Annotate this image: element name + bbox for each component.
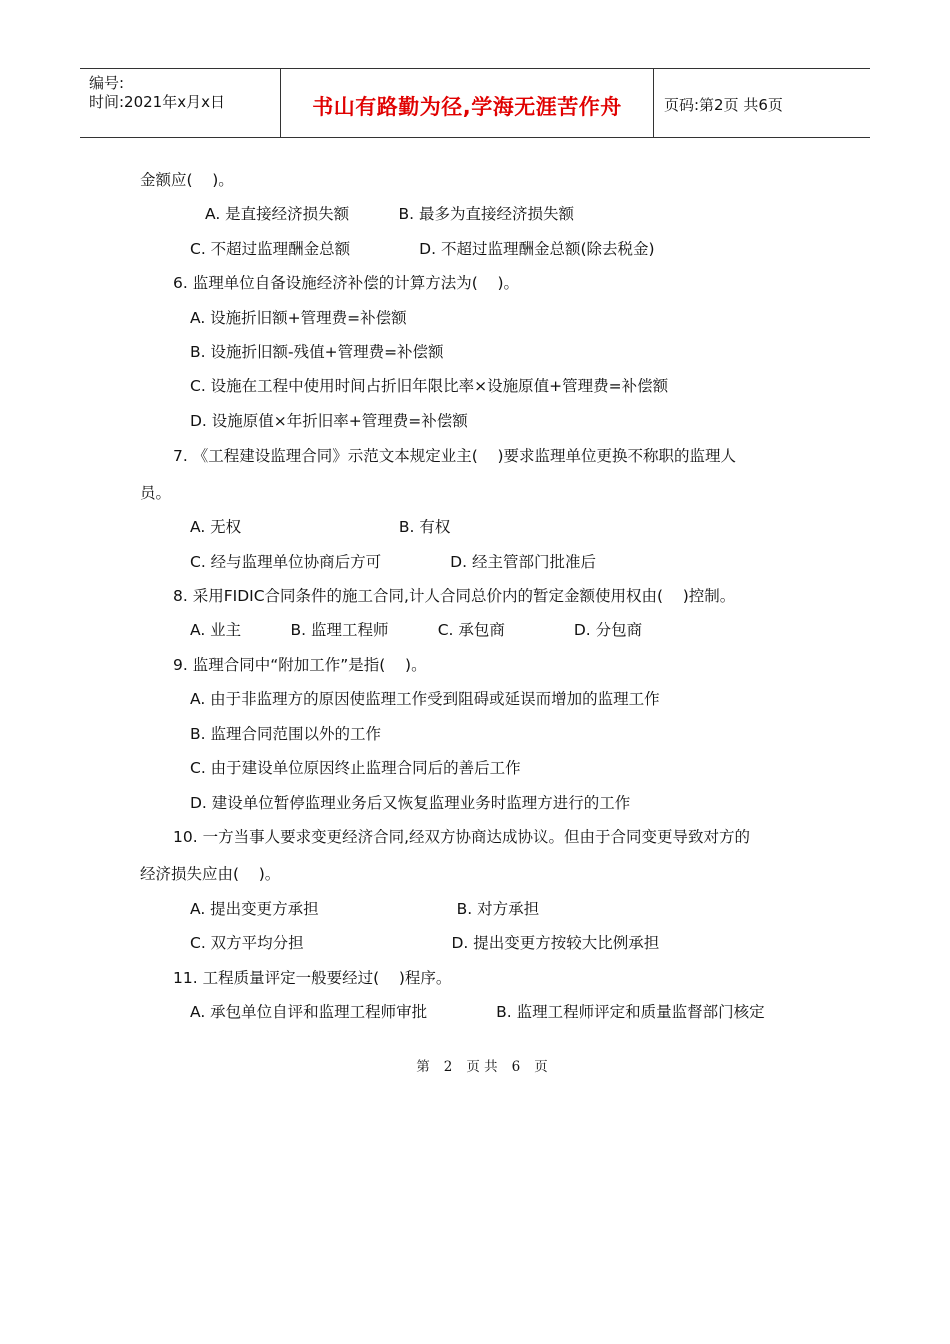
text-line: 金额应( )。 — [140, 171, 234, 189]
header-motto-cell — [281, 69, 654, 137]
question-line: 9. 监理合同中“附加工作”是指( )。 — [173, 656, 427, 674]
option-line: A. 由于非监理方的原因使监理工作受到阻碍或延误而增加的监理工作 — [190, 690, 660, 708]
question-line: 6. 监理单位自备设施经济补偿的计算方法为( )。 — [173, 274, 520, 292]
option-line: A. 无权 B. 有权 — [190, 518, 451, 536]
document-time-label: 时间:2021年x月x日 — [89, 93, 225, 111]
footer-suffix: 页 — [534, 1059, 548, 1075]
header-info-cell — [80, 69, 281, 137]
option-line: C. 设施在工程中使用时间占折旧年限比率×设施原值+管理费=补偿额 — [190, 377, 669, 395]
header-page-info: 页码:第2页 共6页 — [664, 96, 783, 114]
option-line: A. 业主 B. 监理工程师 C. 承包商 D. 分包商 — [190, 621, 643, 639]
option-line: A. 设施折旧额+管理费=补偿额 — [190, 309, 407, 327]
footer-current-page: 2 — [443, 1059, 453, 1075]
question-line: 8. 采用FIDIC合同条件的施工合同,计人合同总价内的暂定金额使用权由( )控制。 — [173, 587, 736, 605]
question-line: 11. 工程质量评定一般要经过( )程序。 — [173, 969, 452, 987]
footer-mid: 页 共 — [466, 1059, 498, 1075]
option-line: B. 设施折旧额-残值+管理费=补偿额 — [190, 343, 444, 361]
footer-total-pages: 6 — [511, 1059, 521, 1075]
footer-prefix: 第 — [416, 1059, 430, 1075]
header-page-cell — [654, 69, 870, 137]
option-line: D. 建设单位暂停监理业务后又恢复监理业务时监理方进行的工作 — [190, 794, 631, 812]
question-line: 7. 《工程建设监理合同》示范文本规定业主( )要求监理单位更换不称职的监理人 — [173, 447, 737, 465]
page-footer — [0, 1055, 950, 1075]
option-line: C. 双方平均分担 D. 提出变更方按较大比例承担 — [190, 934, 660, 952]
text-line: 经济损失应由( )。 — [140, 865, 281, 883]
option-line: B. 监理合同范围以外的工作 — [190, 725, 381, 743]
option-line: A. 承包单位自评和监理工程师审批 B. 监理工程师评定和质量监督部门核定 — [190, 1003, 765, 1021]
document-number-label: 编号: — [89, 74, 125, 92]
option-line: C. 由于建设单位原因终止监理合同后的善后工作 — [190, 759, 521, 777]
option-line: D. 设施原值×年折旧率+管理费=补偿额 — [190, 412, 468, 430]
text-line: 员。 — [140, 484, 172, 502]
option-line: C. 经与监理单位协商后方可 D. 经主管部门批准后 — [190, 553, 596, 571]
option-line: A. 是直接经济损失额 B. 最多为直接经济损失额 — [205, 205, 574, 223]
option-line: C. 不超过监理酬金总额 D. 不超过监理酬金总额(除去税金) — [190, 240, 655, 258]
header-motto: 书山有路勤为径,学海无涯苦作舟 — [312, 95, 622, 119]
question-line: 10. 一方当事人要求变更经济合同,经双方协商达成协议。但由于合同变更导致对方的 — [173, 828, 751, 846]
page-header — [80, 68, 870, 138]
option-line: A. 提出变更方承担 B. 对方承担 — [190, 900, 540, 918]
